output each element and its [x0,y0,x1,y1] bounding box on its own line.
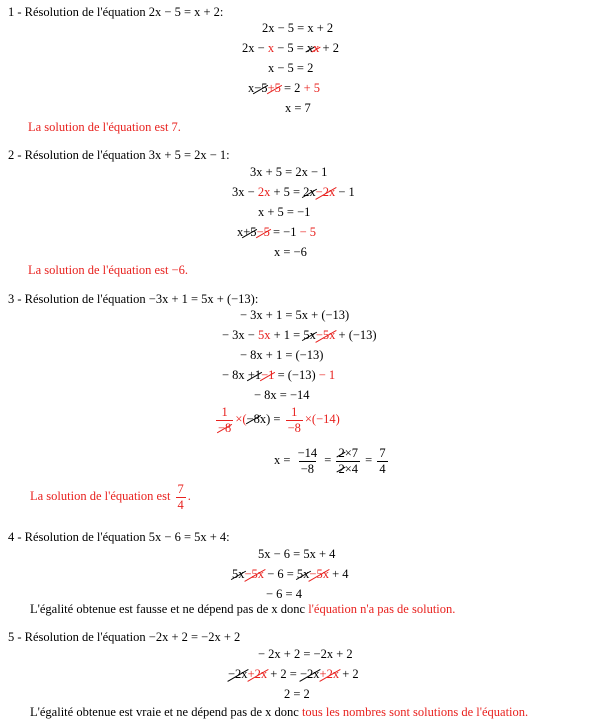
fraction-seven-fourths: $\frac{7}{4}$ [379,446,386,476]
section-4-heading: 4 - Résolution de l'équation 5x − 6 = 5x + 4: [8,530,230,544]
s3-line-7: x = $\frac{-14}{-8}$ = $\frac{2\times 7}{2\times 4}$ = $\frac{7}{4}$ [274,446,386,476]
s5-line-1: − 2x + 2 = −2x + 2 [258,647,353,661]
s4-line-3: − 6 = 4 [266,587,302,601]
s4-line-2: 5x−5x − 6 = 5x−5x + 4 [232,567,349,581]
s4-conclusion: L'égalité obtenue est fausse et ne dépend pas de x donc l'équation n'a pas de solution. [30,602,456,616]
fraction-minus14-over-minus8: $\frac{-14}{-8}$ [297,446,318,476]
s3-line-5: − 8x = −14 [254,388,310,402]
s2-line-3: x + 5 = −1 [258,205,311,219]
s1-line-2: 2x − x − 5 = xx + 2 [242,41,339,55]
s3-line-1: − 3x + 1 = 5x + (−13) [240,308,350,322]
s3-line-4: − 8x +1−1 = (−13) − 1 [222,368,336,382]
fraction-one-over-minus-eight: $\frac{1}{-8}$ [218,405,232,435]
s3-line-3: − 8x + 1 = (−13) [240,348,324,362]
fraction-seven-fourths-solution: $\frac{7}{4}$ [177,482,184,512]
section-1-heading: 1 - Résolution de l'équation 2x − 5 = x + 2: [8,5,224,19]
s5-line-3: 2 = 2 [284,687,310,701]
fraction-one-over-minus-eight-2: $\frac{1}{-8}$ [287,405,301,435]
s1-line-1: 2x − 5 = x + 2 [262,21,334,35]
s1-solution: La solution de l'équation est 7. [28,120,181,134]
s1-line-5: x = 7 [285,101,311,115]
s3-line-6: $\frac{1}{-8}$ ×(−8x) = $\frac{1}{-8}$ ×(−14) [218,405,340,435]
s1-line-3: x − 5 = 2 [268,61,314,75]
s4-line-1: 5x − 6 = 5x + 4 [258,547,336,561]
s2-line-2: 3x − 2x + 5 = 2x−2x − 1 [232,185,355,199]
fraction-simplified: $\frac{2\times 7}{2\times 4}$ [338,446,358,476]
section-3-heading: 3 - Résolution de l'équation −3x + 1 = 5x + (−13): [8,292,259,306]
s2-line-5: x = −6 [274,245,307,259]
s3-solution: La solution de l'équation est $\frac{7}{4}$ . [30,482,191,512]
s2-line-1: 3x + 5 = 2x − 1 [250,165,328,179]
section-2-heading: 2 - Résolution de l'équation 3x + 5 = 2x − 1: [8,148,230,162]
s2-solution: La solution de l'équation est −6. [28,263,188,277]
s5-line-2: −2x+2x + 2 = −2x+2x + 2 [228,667,359,681]
s2-line-4: x+5−5 = −1 − 5 [237,225,317,239]
section-5-heading: 5 - Résolution de l'équation −2x + 2 = −2x + 2 [8,630,241,644]
s1-line-4: x−5+5 = 2 + 5 [248,81,320,95]
s3-line-2: − 3x − 5x + 1 = 5x−5x + (−13) [222,328,377,342]
s5-conclusion: L'égalité obtenue est vraie et ne dépend pas de x donc tous les nombres sont solutions de l'équation. [30,705,529,719]
